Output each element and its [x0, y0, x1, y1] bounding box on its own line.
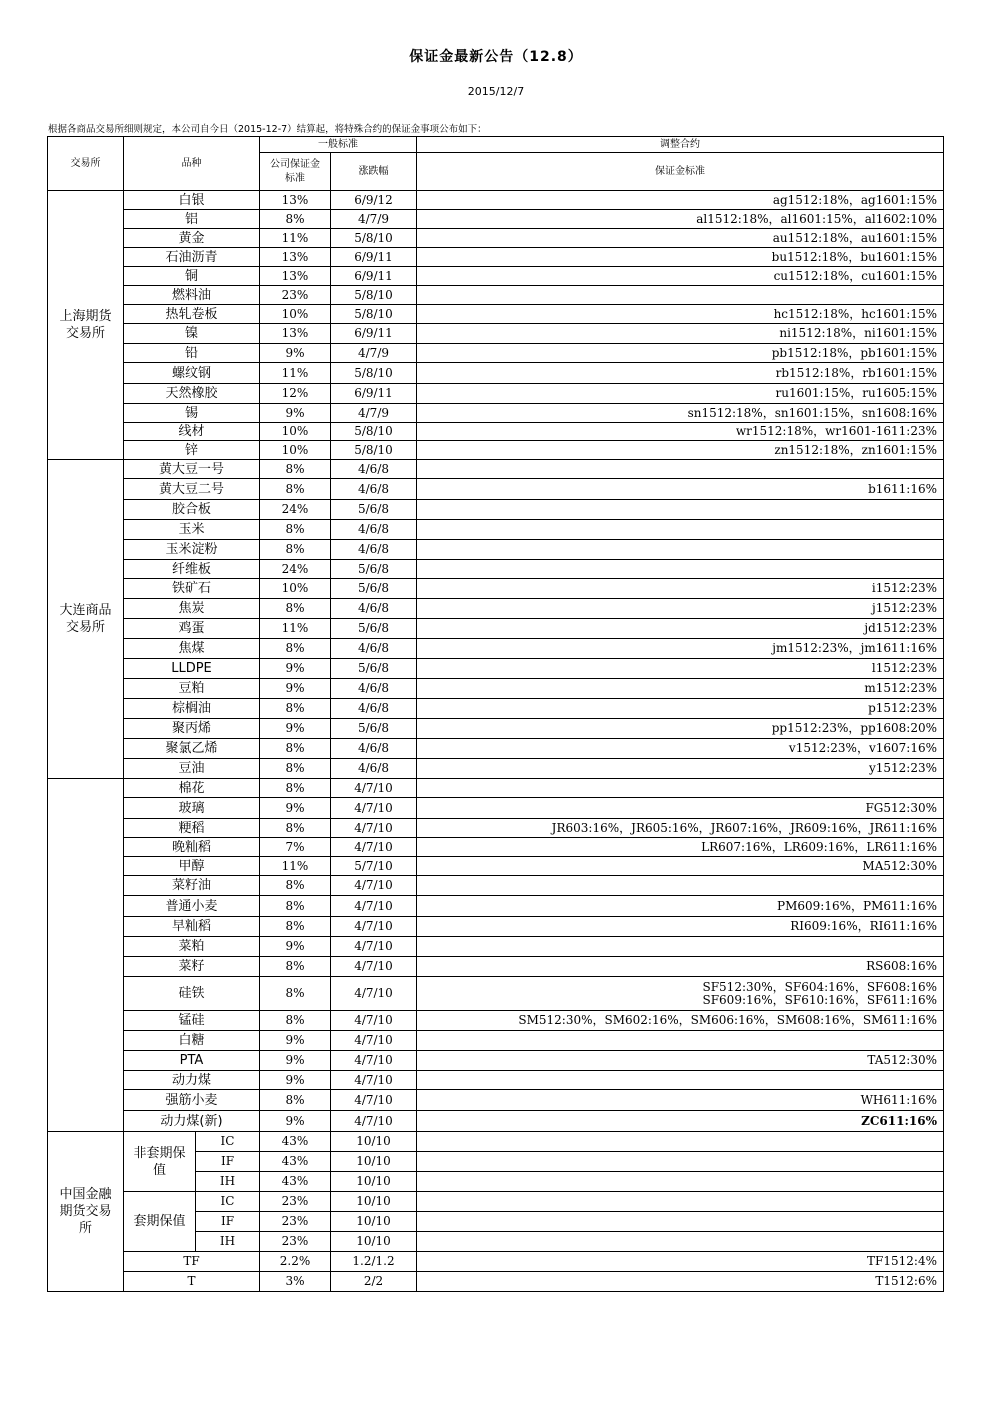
- company-margin-value: 8%: [260, 819, 331, 838]
- adjusted-margin-value: jd1512:23%: [417, 619, 944, 639]
- price-limit-value: 4/6/8: [331, 739, 417, 759]
- company-margin-value: 12%: [260, 384, 331, 404]
- price-limit-value: 4/7/10: [331, 1090, 417, 1111]
- company-margin-value: 3%: [260, 1272, 331, 1292]
- adjusted-margin-value: T1512:6%: [417, 1272, 944, 1292]
- price-limit-value: 4/6/8: [331, 479, 417, 500]
- product-name: 铅: [124, 344, 260, 363]
- adjusted-margin-value: [417, 1031, 944, 1051]
- company-margin-value: 23%: [260, 286, 331, 305]
- company-margin-value: 9%: [260, 1031, 331, 1051]
- table-row: [48, 286, 944, 305]
- adjusted-margin-value: [417, 1071, 944, 1090]
- product-name: 锌: [124, 441, 260, 460]
- adjusted-margin-value: [417, 1152, 944, 1172]
- price-limit-value: 4/7/10: [331, 1011, 417, 1031]
- table-row: [48, 1071, 944, 1090]
- table-row: [48, 579, 944, 599]
- price-limit-value: 5/6/8: [331, 619, 417, 639]
- price-limit-value: 10/10: [331, 1172, 417, 1192]
- adjusted-margin-value: TF1512:4%: [417, 1252, 944, 1272]
- price-limit-value: 4/7/9: [331, 210, 417, 229]
- table-row: [48, 977, 944, 1011]
- table-row: [48, 659, 944, 679]
- product-name: 粳稻: [124, 819, 260, 838]
- table-row: [48, 1031, 944, 1051]
- adjusted-margin-value: [417, 1172, 944, 1192]
- margin-table: [47, 136, 944, 1292]
- adjusted-margin-value: ZC611:16%: [417, 1111, 944, 1132]
- adjusted-margin-value: b1611:16%: [417, 479, 944, 500]
- company-margin-value: 24%: [260, 500, 331, 520]
- company-margin-value: 8%: [260, 739, 331, 759]
- product-name: 聚丙烯: [124, 719, 260, 739]
- table-row: [48, 248, 944, 267]
- adjusted-margin-value: bu1512:18%，bu1601:15%: [417, 248, 944, 267]
- table-row: [48, 540, 944, 560]
- company-margin-value: 43%: [260, 1152, 331, 1172]
- price-limit-value: 4/6/8: [331, 460, 417, 479]
- adjusted-margin-value: MA512:30%: [417, 857, 944, 876]
- price-limit-value: 6/9/11: [331, 324, 417, 344]
- table-row: [48, 1011, 944, 1031]
- adjusted-margin-value: ni1512:18%，ni1601:15%: [417, 324, 944, 344]
- table-row: [48, 404, 944, 423]
- company-margin-value: 8%: [260, 1090, 331, 1111]
- company-margin-value: 8%: [260, 876, 331, 896]
- product-name: 棕榈油: [124, 699, 260, 719]
- product-name: 螺纹钢: [124, 363, 260, 384]
- company-margin-value: 8%: [260, 639, 331, 659]
- price-limit-value: 4/7/9: [331, 344, 417, 363]
- company-margin-value: 23%: [260, 1192, 331, 1212]
- price-limit-value: 4/7/10: [331, 896, 417, 917]
- adjusted-margin-value: [417, 779, 944, 798]
- product-name: 鸡蛋: [124, 619, 260, 639]
- product-name: 焦炭: [124, 599, 260, 619]
- price-limit-value: 4/6/8: [331, 759, 417, 779]
- header-margin-standard: 保证金标准: [417, 153, 944, 191]
- table-row: [48, 1252, 944, 1272]
- adjusted-margin-value: rb1512:18%，rb1601:15%: [417, 363, 944, 384]
- table-row: [48, 599, 944, 619]
- product-name: 镍: [124, 324, 260, 344]
- adjusted-margin-value: RS608:16%: [417, 957, 944, 977]
- page-title: 保证金最新公告（12.8）: [409, 49, 583, 65]
- adjusted-margin-value: [417, 460, 944, 479]
- table-row: [48, 191, 944, 210]
- company-margin-value: 8%: [260, 779, 331, 798]
- intro-text: 根据各商品交易所细则规定，本公司自今日（2015-12-7）结算起，将特殊合约的保证金事项公布如下：: [48, 124, 487, 135]
- company-margin-value: 23%: [260, 1212, 331, 1232]
- product-name: IF: [196, 1212, 260, 1232]
- company-margin-value: 43%: [260, 1172, 331, 1192]
- company-margin-value: 10%: [260, 305, 331, 324]
- price-limit-value: 4/6/8: [331, 699, 417, 719]
- adjusted-margin-value: WH611:16%: [417, 1090, 944, 1111]
- company-margin-value: 2.2%: [260, 1252, 331, 1272]
- product-name: IH: [196, 1232, 260, 1252]
- product-name: 早籼稻: [124, 917, 260, 937]
- adjusted-margin-value: ag1512:18%，ag1601:15%: [417, 191, 944, 210]
- product-name: 玉米淀粉: [124, 540, 260, 560]
- adjusted-margin-value: ru1601:15%，ru1605:15%: [417, 384, 944, 404]
- adjusted-margin-value: pb1512:18%，pb1601:15%: [417, 344, 944, 363]
- product-name: 玉米: [124, 520, 260, 540]
- price-limit-value: 4/7/10: [331, 779, 417, 798]
- product-name: IC: [196, 1132, 260, 1152]
- table-row: [48, 838, 944, 857]
- company-margin-value: 8%: [260, 520, 331, 540]
- product-name: 锰硅: [124, 1011, 260, 1031]
- adjusted-margin-value: l1512:23%: [417, 659, 944, 679]
- company-margin-value: 11%: [260, 857, 331, 876]
- company-margin-value: 9%: [260, 344, 331, 363]
- price-limit-value: 6/9/12: [331, 191, 417, 210]
- adjusted-margin-value: [417, 520, 944, 540]
- adjusted-margin-value: wr1512:18%，wr1601-1611:23%: [417, 423, 944, 441]
- product-name: 铁矿石: [124, 579, 260, 599]
- product-name: 纤维板: [124, 560, 260, 579]
- company-margin-value: 11%: [260, 363, 331, 384]
- product-name: 白银: [124, 191, 260, 210]
- header-limit: 涨跌幅: [331, 153, 417, 191]
- header-exchange: 交易所: [48, 137, 124, 191]
- adjusted-margin-value: RI609:16%，RI611:16%: [417, 917, 944, 937]
- company-margin-value: 9%: [260, 798, 331, 819]
- price-limit-value: 2/2: [331, 1272, 417, 1292]
- price-limit-value: 6/9/11: [331, 384, 417, 404]
- table-row: [48, 876, 944, 896]
- table-row: [48, 267, 944, 286]
- price-limit-value: 10/10: [331, 1192, 417, 1212]
- adjusted-margin-value: [417, 540, 944, 560]
- table-row: [48, 699, 944, 719]
- company-margin-value: 8%: [260, 957, 331, 977]
- price-limit-value: 5/6/8: [331, 560, 417, 579]
- table-row: [48, 479, 944, 500]
- price-limit-value: 5/6/8: [331, 719, 417, 739]
- price-limit-value: 4/7/9: [331, 404, 417, 423]
- table-row: [48, 363, 944, 384]
- price-limit-value: 4/6/8: [331, 639, 417, 659]
- adjusted-margin-value: hc1512:18%，hc1601:15%: [417, 305, 944, 324]
- company-margin-value: 10%: [260, 441, 331, 460]
- table-row: [48, 441, 944, 460]
- table-row: [48, 739, 944, 759]
- product-name: 铝: [124, 210, 260, 229]
- table-row: [48, 917, 944, 937]
- company-margin-value: 9%: [260, 1111, 331, 1132]
- company-margin-value: 8%: [260, 540, 331, 560]
- adjusted-margin-value: SF512:30%，SF604:16%，SF608:16% SF609:16%，SF610:16%，SF611:16%: [417, 977, 944, 1011]
- table-row: [48, 1111, 944, 1132]
- price-limit-value: 4/7/10: [331, 876, 417, 896]
- adjusted-margin-value: FG512:30%: [417, 798, 944, 819]
- company-margin-value: 8%: [260, 896, 331, 917]
- adjusted-margin-value: [417, 937, 944, 957]
- adjusted-margin-value: zn1512:18%，zn1601:15%: [417, 441, 944, 460]
- company-margin-value: 13%: [260, 324, 331, 344]
- table-row: [48, 210, 944, 229]
- adjusted-margin-value: PM609:16%，PM611:16%: [417, 896, 944, 917]
- adjusted-margin-value: i1512:23%: [417, 579, 944, 599]
- adjusted-margin-value: [417, 876, 944, 896]
- price-limit-value: 4/7/10: [331, 1051, 417, 1071]
- company-margin-value: 23%: [260, 1232, 331, 1252]
- price-limit-value: 4/6/8: [331, 679, 417, 699]
- price-limit-value: 10/10: [331, 1232, 417, 1252]
- price-limit-value: 4/7/10: [331, 1071, 417, 1090]
- product-name: 菜籽油: [124, 876, 260, 896]
- adjusted-margin-value: [417, 1212, 944, 1232]
- table-row: [48, 229, 944, 248]
- price-limit-value: 4/7/10: [331, 937, 417, 957]
- price-limit-value: 5/8/10: [331, 363, 417, 384]
- adjusted-margin-value: TA512:30%: [417, 1051, 944, 1071]
- product-name: LLDPE: [124, 659, 260, 679]
- product-name: 菜籽: [124, 957, 260, 977]
- table-row: [48, 719, 944, 739]
- table-row: [48, 1192, 944, 1212]
- product-name: 黄大豆二号: [124, 479, 260, 500]
- company-margin-value: 13%: [260, 248, 331, 267]
- price-limit-value: 5/6/8: [331, 500, 417, 520]
- price-limit-value: 4/7/10: [331, 1031, 417, 1051]
- company-margin-value: 43%: [260, 1132, 331, 1152]
- company-margin-value: 8%: [260, 977, 331, 1011]
- table-row: [48, 1272, 944, 1292]
- company-margin-value: 11%: [260, 619, 331, 639]
- adjusted-margin-value: [417, 560, 944, 579]
- adjusted-margin-value: al1512:18%，al1601:15%，al1602:10%: [417, 210, 944, 229]
- company-margin-value: 8%: [260, 460, 331, 479]
- table-row: [48, 500, 944, 520]
- price-limit-value: 5/8/10: [331, 305, 417, 324]
- company-margin-value: 8%: [260, 917, 331, 937]
- price-limit-value: 5/6/8: [331, 659, 417, 679]
- price-limit-value: 5/8/10: [331, 441, 417, 460]
- table-row: [48, 1090, 944, 1111]
- price-limit-value: 4/7/10: [331, 838, 417, 857]
- adjusted-margin-value: SM512:30%，SM602:16%，SM606:16%，SM608:16%，SM611:16%: [417, 1011, 944, 1031]
- company-margin-value: 8%: [260, 210, 331, 229]
- table-row: [48, 1132, 944, 1152]
- price-limit-value: 4/6/8: [331, 520, 417, 540]
- company-margin-value: 8%: [260, 1011, 331, 1031]
- adjusted-margin-value: [417, 286, 944, 305]
- product-name: T: [124, 1272, 260, 1292]
- product-name: 豆粕: [124, 679, 260, 699]
- price-limit-value: 6/9/11: [331, 248, 417, 267]
- product-name: 强筋小麦: [124, 1090, 260, 1111]
- product-name: 天然橡胶: [124, 384, 260, 404]
- table-row: [48, 819, 944, 838]
- company-margin-value: 7%: [260, 838, 331, 857]
- price-limit-value: 10/10: [331, 1212, 417, 1232]
- table-row: [48, 384, 944, 404]
- product-name: 聚氯乙烯: [124, 739, 260, 759]
- table-row: [48, 957, 944, 977]
- company-margin-value: 9%: [260, 659, 331, 679]
- adjusted-margin-value: JR603:16%，JR605:16%，JR607:16%，JR609:16%，JR611:16%: [417, 819, 944, 838]
- adjusted-margin-value: jm1512:23%，jm1611:16%: [417, 639, 944, 659]
- product-name: 白糖: [124, 1031, 260, 1051]
- product-name: 菜粕: [124, 937, 260, 957]
- header-adjust-contract: 调整合约: [417, 137, 944, 153]
- product-name: 胶合板: [124, 500, 260, 520]
- company-margin-value: 10%: [260, 423, 331, 441]
- price-limit-value: 10/10: [331, 1152, 417, 1172]
- company-margin-value: 8%: [260, 759, 331, 779]
- price-limit-value: 5/8/10: [331, 423, 417, 441]
- product-name: 豆油: [124, 759, 260, 779]
- price-limit-value: 4/7/10: [331, 1111, 417, 1132]
- adjusted-margin-value: [417, 1232, 944, 1252]
- product-name: PTA: [124, 1051, 260, 1071]
- company-margin-value: 9%: [260, 679, 331, 699]
- table-row: [48, 896, 944, 917]
- company-margin-value: 11%: [260, 229, 331, 248]
- price-limit-value: 4/7/10: [331, 977, 417, 1011]
- header-general-standard: 一般标准: [260, 137, 417, 153]
- product-name: 硅铁: [124, 977, 260, 1011]
- product-name: 玻璃: [124, 798, 260, 819]
- company-margin-value: 8%: [260, 699, 331, 719]
- company-margin-value: 10%: [260, 579, 331, 599]
- margin-table-wrapper: [47, 136, 943, 1292]
- price-limit-value: 5/6/8: [331, 579, 417, 599]
- price-limit-value: 6/9/11: [331, 267, 417, 286]
- price-limit-value: 4/6/8: [331, 599, 417, 619]
- price-limit-value: 4/7/10: [331, 798, 417, 819]
- product-name: 甲醇: [124, 857, 260, 876]
- company-margin-value: 13%: [260, 267, 331, 286]
- product-name: 锡: [124, 404, 260, 423]
- product-name: 燃料油: [124, 286, 260, 305]
- table-row: [48, 560, 944, 579]
- adjusted-margin-value: sn1512:18%，sn1601:15%，sn1608:16%: [417, 404, 944, 423]
- table-row: [48, 937, 944, 957]
- price-limit-value: 5/7/10: [331, 857, 417, 876]
- price-limit-value: 4/6/8: [331, 540, 417, 560]
- company-margin-value: 13%: [260, 191, 331, 210]
- adjusted-margin-value: m1512:23%: [417, 679, 944, 699]
- product-name: 石油沥青: [124, 248, 260, 267]
- product-name: 热轧卷板: [124, 305, 260, 324]
- table-row: [48, 305, 944, 324]
- table-row: [48, 679, 944, 699]
- adjusted-margin-value: [417, 1192, 944, 1212]
- table-row: [48, 857, 944, 876]
- adjusted-margin-value: pp1512:23%，pp1608:20%: [417, 719, 944, 739]
- adjusted-margin-value: [417, 1132, 944, 1152]
- exchange-name: 上海期货交易所: [48, 191, 124, 460]
- table-row: [48, 460, 944, 479]
- adjusted-margin-value: y1512:23%: [417, 759, 944, 779]
- price-limit-value: 10/10: [331, 1132, 417, 1152]
- company-margin-value: 9%: [260, 719, 331, 739]
- table-row: [48, 520, 944, 540]
- margin-table-body: [48, 191, 944, 1292]
- price-limit-value: 4/7/10: [331, 957, 417, 977]
- hedge-type-label: 套期保值: [124, 1192, 196, 1252]
- table-row: [48, 798, 944, 819]
- product-name: 普通小麦: [124, 896, 260, 917]
- adjusted-margin-value: [417, 500, 944, 520]
- product-name: IC: [196, 1192, 260, 1212]
- exchange-name: 中国金融期货交易所: [48, 1132, 124, 1292]
- company-margin-value: 8%: [260, 479, 331, 500]
- price-limit-value: 1.2/1.2: [331, 1252, 417, 1272]
- product-name: 棉花: [124, 779, 260, 798]
- adjusted-margin-value: LR607:16%，LR609:16%，LR611:16%: [417, 838, 944, 857]
- price-limit-value: 4/7/10: [331, 819, 417, 838]
- table-row: [48, 639, 944, 659]
- adjusted-margin-value: au1512:18%，au1601:15%: [417, 229, 944, 248]
- product-name: 铜: [124, 267, 260, 286]
- company-margin-value: 9%: [260, 937, 331, 957]
- adjusted-margin-value: p1512:23%: [417, 699, 944, 719]
- product-name: 晚籼稻: [124, 838, 260, 857]
- product-name: IH: [196, 1172, 260, 1192]
- table-row: [48, 1051, 944, 1071]
- table-row: [48, 344, 944, 363]
- exchange-name: [48, 779, 124, 1132]
- table-row: [48, 324, 944, 344]
- product-name: 线材: [124, 423, 260, 441]
- product-name: 黄金: [124, 229, 260, 248]
- table-row: [48, 759, 944, 779]
- price-limit-value: 5/8/10: [331, 229, 417, 248]
- adjusted-margin-value: j1512:23%: [417, 599, 944, 619]
- table-row: [48, 779, 944, 798]
- product-name: IF: [196, 1152, 260, 1172]
- adjusted-margin-value: cu1512:18%，cu1601:15%: [417, 267, 944, 286]
- product-name: 焦煤: [124, 639, 260, 659]
- notice-date: 2015/12/7: [467, 85, 525, 98]
- company-margin-value: 9%: [260, 404, 331, 423]
- product-name: 动力煤: [124, 1071, 260, 1090]
- exchange-name: 大连商品交易所: [48, 460, 124, 779]
- company-margin-value: 9%: [260, 1071, 331, 1090]
- header-variety: 品种: [124, 137, 260, 191]
- company-margin-value: 8%: [260, 599, 331, 619]
- table-row: [48, 423, 944, 441]
- table-row: [48, 619, 944, 639]
- company-margin-value: 24%: [260, 560, 331, 579]
- header-company-margin: 公司保证金标准: [260, 153, 331, 191]
- product-name: 动力煤(新): [124, 1111, 260, 1132]
- product-name: TF: [124, 1252, 260, 1272]
- price-limit-value: 4/7/10: [331, 917, 417, 937]
- adjusted-margin-value: v1512:23%，v1607:16%: [417, 739, 944, 759]
- product-name: 黄大豆一号: [124, 460, 260, 479]
- company-margin-value: 9%: [260, 1051, 331, 1071]
- price-limit-value: 5/8/10: [331, 286, 417, 305]
- hedge-type-label: 非套期保值: [124, 1132, 196, 1192]
